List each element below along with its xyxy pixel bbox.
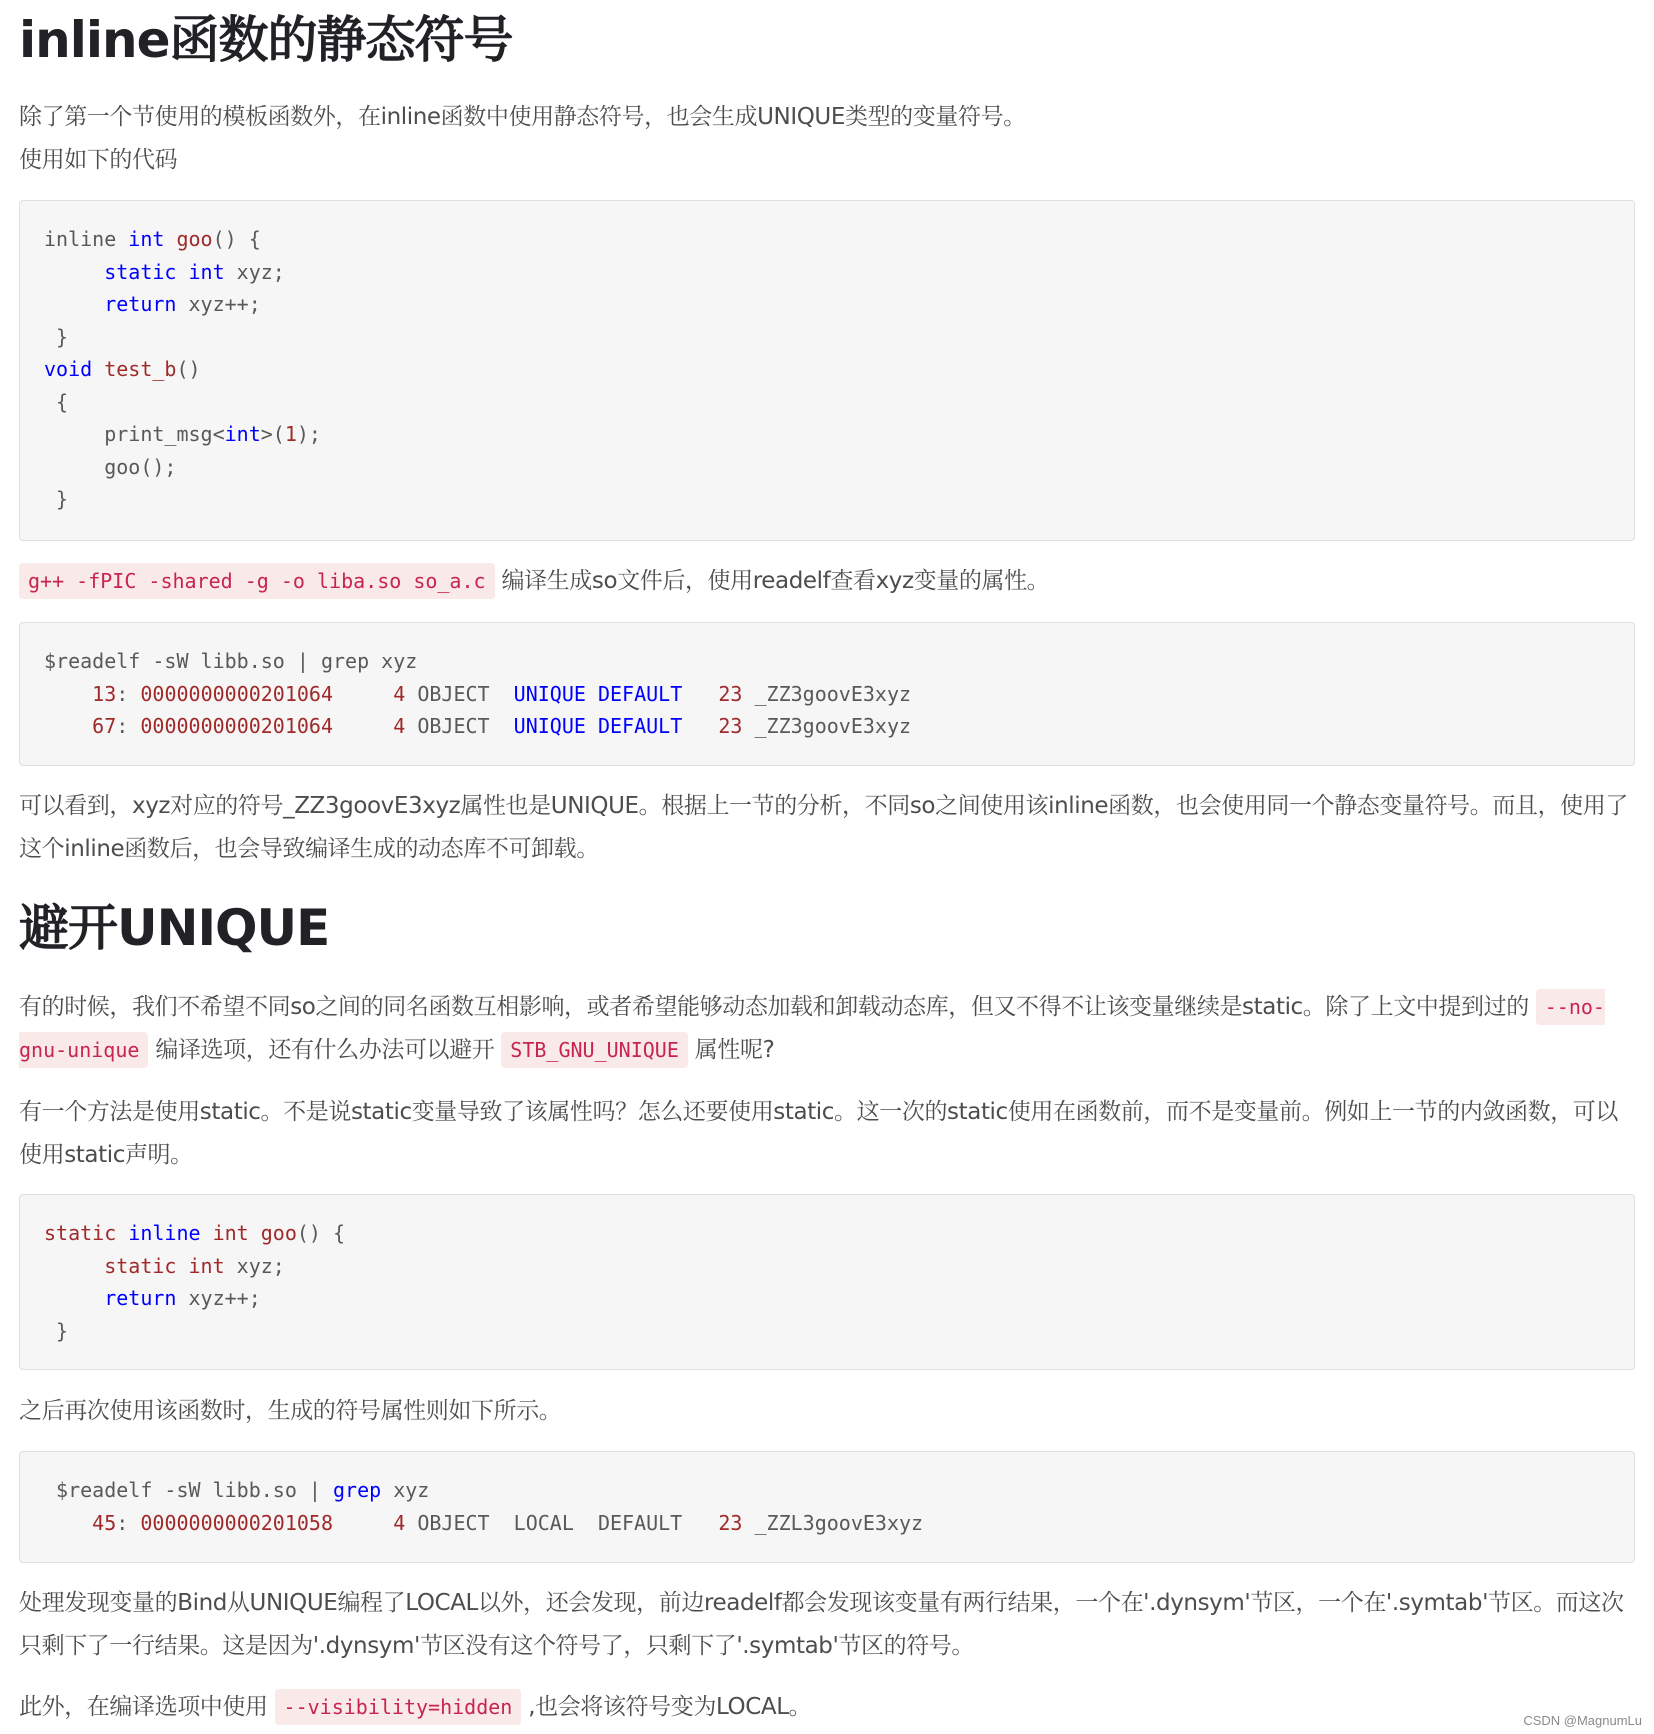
section-title-inline-static: inline函数的静态符号	[19, 11, 513, 69]
code-block-static-inline-goo[interactable]	[19, 1194, 1635, 1370]
code-block-readelf-unique[interactable]	[19, 622, 1635, 766]
intro-paragraph	[19, 96, 1637, 182]
visibility-hidden-code: --visibility=hidden	[275, 1689, 522, 1725]
code-line: return xyz++;	[104, 1286, 261, 1310]
code-line: static int xyz;	[104, 259, 285, 284]
code-line: 67: 0000000000201064 4 OBJECT UNIQUE DEFAULT 23 _ZZ3goovE3xyz	[92, 714, 912, 738]
code-line: }	[44, 324, 69, 349]
code-line: inline int goo() {	[44, 227, 261, 251]
code-line: print_msg<int>(1);	[44, 422, 321, 446]
intro-line-1: 除了第一个节使用的模板函数外，在inline函数中使用静态符号，也会生成UNIQUE类型的变量符号。	[19, 104, 1026, 130]
code-line: }	[44, 1318, 69, 1343]
visibility-text-a: 此外，在编译选项中使用	[19, 1694, 268, 1720]
intro-line-2: 使用如下的代码	[19, 147, 178, 173]
code-line: static inline int goo() {	[44, 1221, 346, 1245]
code-line: void test_b()	[44, 357, 201, 381]
code-block-readelf-local[interactable]	[19, 1451, 1635, 1563]
result-intro-paragraph: 之后再次使用该函数时，生成的符号属性则如下所示。	[19, 1398, 562, 1424]
avoid-intro-paragraph	[19, 986, 1637, 1072]
code-line: 45: 0000000000201058 4 OBJECT LOCAL DEFAULT 23 _ZZL3goovE3xyz	[92, 1510, 924, 1535]
stb-gnu-unique-code: STB_GNU_UNIQUE	[501, 1032, 688, 1068]
code-line: $readelf -sW libb.so | grep xyz	[44, 649, 418, 673]
unique-explanation-paragraph: 可以看到，xyz对应的符号_ZZ3goovE3xyz属性也是UNIQUE。根据上一节的分析，不同so之间使用该inline函数，也会使用同一个静态变量符号。而且，使用了这个inline函数后，也会导致编译生成的动态库不可卸载。	[19, 793, 1628, 862]
avoid-intro-text-b: 编译选项，还有什么办法可以避开	[155, 1037, 495, 1063]
no-gnu-unique-code: --no-gnu-unique	[19, 989, 1605, 1068]
code-line: $readelf -sW libb.so | grep xyz	[44, 1478, 430, 1502]
avoid-intro-text-a: 有的时候，我们不希望不同so之间的同名函数互相影响，或者希望能够动态加载和卸载动态库，但又不得不让该变量继续是static。除了上文中提到过的	[19, 994, 1529, 1020]
code-block-inline-goo[interactable]	[19, 200, 1635, 541]
csdn-watermark: CSDN @MagnumLu	[1523, 1713, 1642, 1728]
compile-command-code: g++ -fPIC -shared -g -o liba.so so_a.c	[19, 563, 495, 599]
compile-paragraph	[19, 560, 1637, 603]
code-line: static int xyz;	[104, 1253, 285, 1278]
section-title-avoid-unique: 避开UNIQUE	[19, 899, 330, 957]
code-line: return xyz++;	[104, 292, 261, 316]
code-line: goo();	[44, 454, 177, 479]
code-line: }	[44, 487, 69, 511]
compile-text: 编译生成so文件后，使用readelf查看xyz变量的属性。	[501, 568, 1050, 594]
code-line: {	[44, 389, 69, 414]
code-line: 13: 0000000000201064 4 OBJECT UNIQUE DEFAULT 23 _ZZ3goovE3xyz	[92, 681, 912, 706]
avoid-intro-text-c: 属性呢?	[694, 1037, 775, 1063]
static-method-paragraph: 有一个方法是使用static。不是说static变量导致了该属性吗？怎么还要使用static。这一次的static使用在函数前，而不是变量前。例如上一节的内敛函数，可以使用static声明。	[19, 1099, 1618, 1168]
visibility-text-b: ,也会将该符号变为LOCAL。	[528, 1694, 812, 1720]
visibility-paragraph	[19, 1686, 1637, 1729]
bind-change-paragraph: 处理发现变量的Bind从UNIQUE编程了LOCAL以外，还会发现，前边readelf都会发现该变量有两行结果，一个在'.dynsym'节区，一个在'.symtab'节区。而这次只剩下了一行结果。这是因为'.dynsym'节区没有这个符号了，只剩下了'.symtab'节区的符号。	[19, 1590, 1624, 1659]
